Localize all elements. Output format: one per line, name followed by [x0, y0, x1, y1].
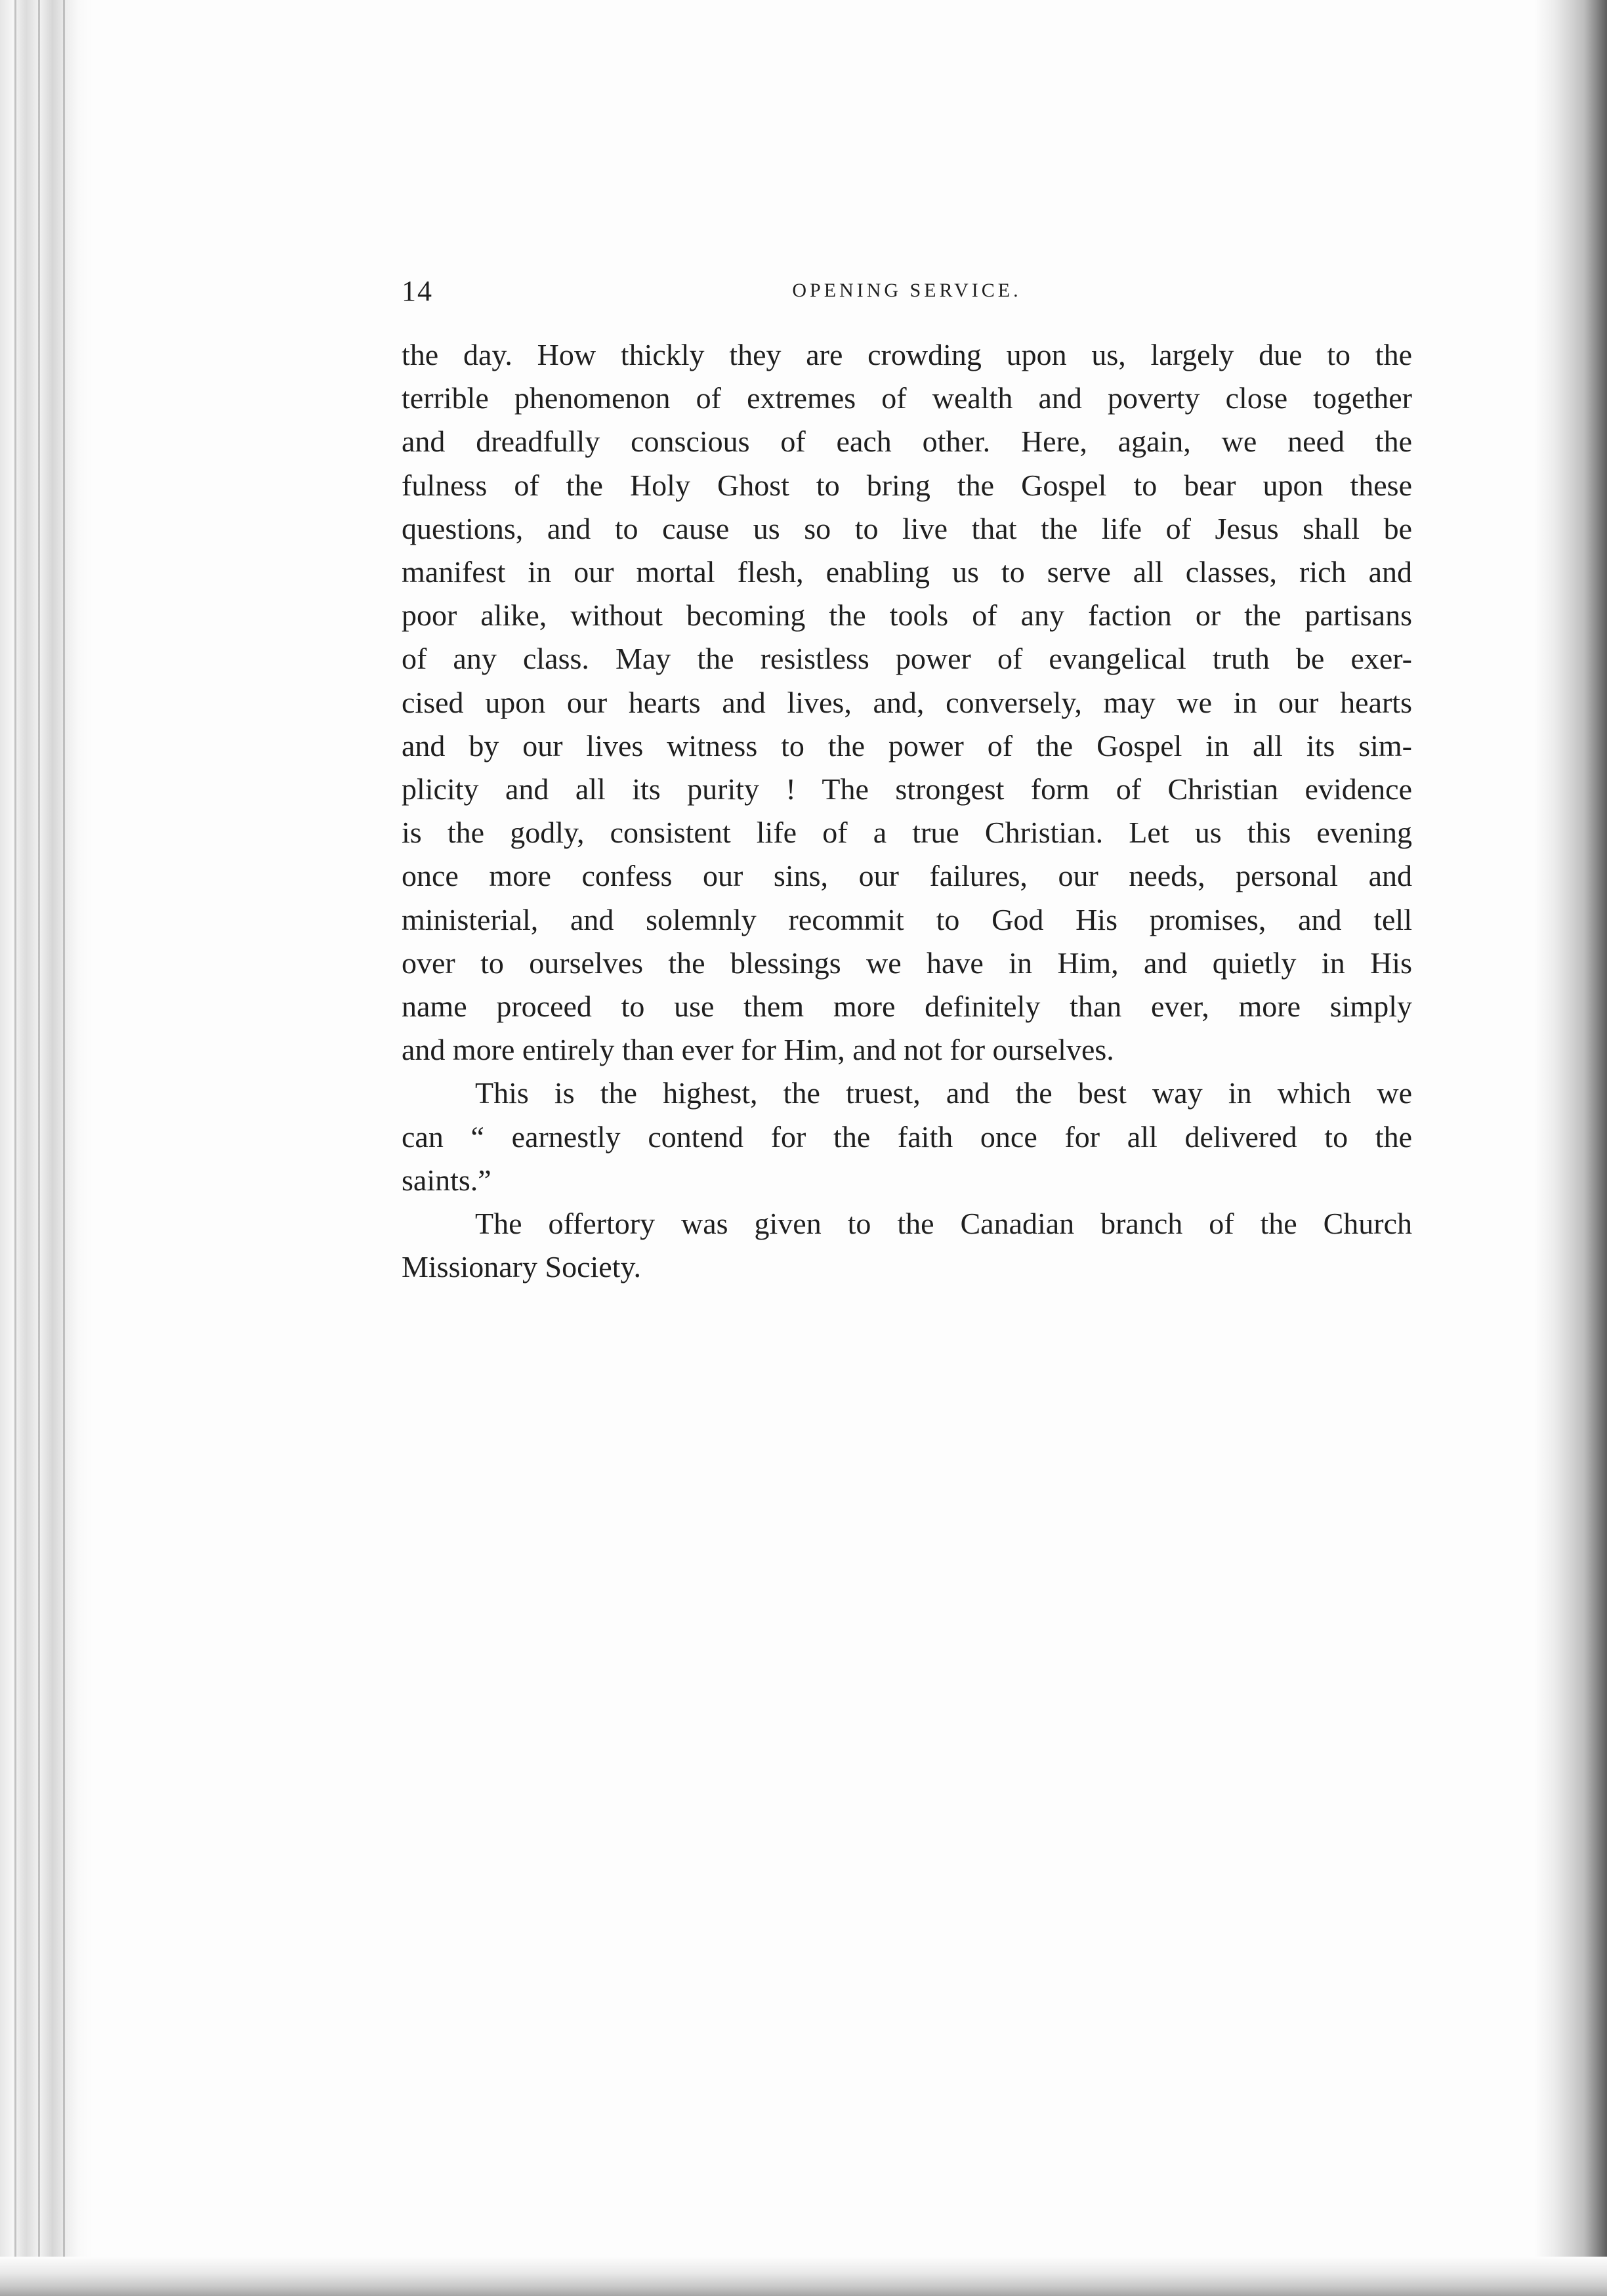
text-line: can “ earnestly contend for the faith once for all delivered to the [402, 1119, 1412, 1154]
text-line: of any class. May the resistless power of evangelical truth be exer- [402, 642, 1412, 676]
text-line: cised upon our hearts and lives, and, conversely, may we in our hearts [402, 685, 1412, 719]
body-text [402, 333, 1412, 1289]
text-line: fulness of the Holy Ghost to bring the Gospel to bear upon these [402, 468, 1412, 502]
page-number: 14 [402, 275, 433, 307]
text-line: terrible phenomenon of extremes of wealth and poverty close together [402, 381, 1412, 415]
text-line: plicity and all its purity ! The strongest form of Christian evidence [402, 772, 1412, 806]
text-line: poor alike, without becoming the tools of any faction or the partisans [402, 598, 1412, 633]
text-line: questions, and to cause us so to live that the life of Jesus shall be [402, 511, 1412, 545]
text-line: The offertory was given to the Canadian branch of the Church [475, 1207, 1412, 1241]
text-line: over to ourselves the blessings we have in Him, and quietly in His [402, 946, 1412, 980]
text-line: is the godly, consistent life of a true Christian. Let us this evening [402, 816, 1412, 850]
text-line: This is the highest, the truest, and the best way in which we [475, 1076, 1412, 1110]
text-line: the day. How thickly they are crowding upon us, largely due to the [402, 338, 1412, 371]
text-line: name proceed to use them more definitely than ever, more simply [402, 990, 1412, 1024]
page-binding-edge [0, 0, 92, 2296]
text-line: Missionary Society. [402, 1250, 641, 1284]
text-line: and by our lives witness to the power of the Gospel in all its sim- [402, 728, 1412, 762]
binding-shadow-line [38, 0, 40, 2296]
text-line: once more confess our sins, our failures, our needs, personal and [402, 859, 1412, 893]
running-title: OPENING SERVICE. [792, 280, 1022, 301]
text-line: and dreadfully conscious of each other. Here, again, we need the [402, 425, 1412, 459]
binding-shadow-line [63, 0, 65, 2296]
page-bottom-edge [0, 2257, 1607, 2296]
text-line: and more entirely than ever for Him, and not for ourselves. [402, 1033, 1114, 1067]
text-line: ministerial, and solemnly recommit to God His promises, and tell [402, 902, 1412, 936]
running-head [402, 274, 1412, 314]
text-line: manifest in our mortal flesh, enabling us to serve all classes, rich and [402, 555, 1412, 589]
page-right-edge [1535, 0, 1607, 2296]
binding-shadow-line [14, 0, 16, 2296]
text-line: saints.” [402, 1163, 491, 1197]
